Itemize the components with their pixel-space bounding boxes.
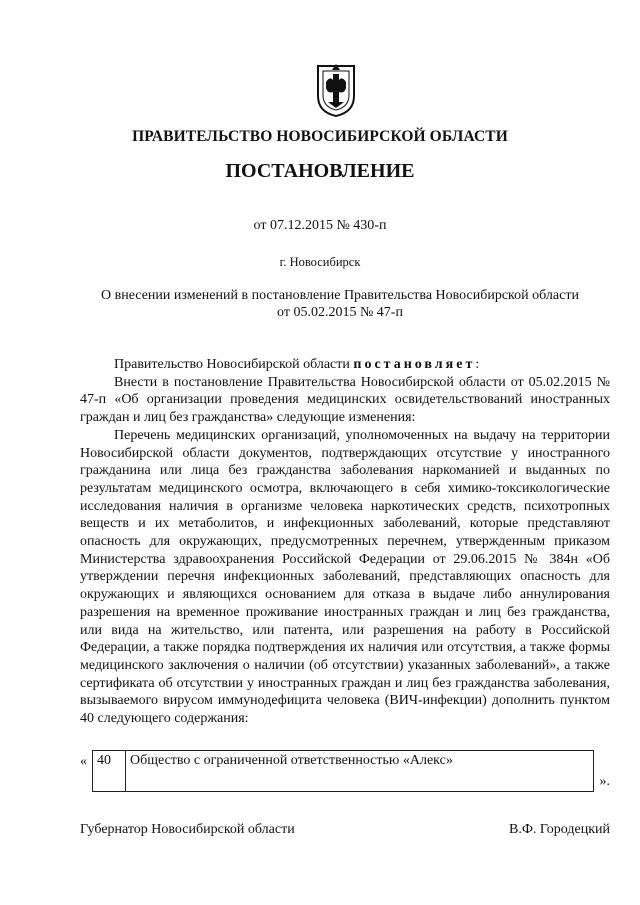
resolution-intro-text: Правительство Новосибирской области bbox=[114, 357, 354, 372]
resolution-keyword: постановляет bbox=[353, 357, 476, 372]
close-quote: ». bbox=[599, 774, 610, 789]
document-type-title: ПОСТАНОВЛЕНИЕ bbox=[225, 160, 415, 182]
signatory-name: В.Ф. Городецкий bbox=[509, 822, 610, 837]
resolution-intro-colon: : bbox=[475, 357, 480, 372]
coat-of-arms-emblem-icon bbox=[314, 62, 358, 118]
open-quote: « bbox=[80, 754, 87, 769]
inserted-item-table bbox=[92, 750, 594, 792]
paragraph-list-change: Перечень медицинских организаций, уполномоченных на выдачу на территории Новосибирской области документов, подтверждающих отсутствие у иностранного гражданина или лица без гражданства заболевания наркоманией и выданных по результатам медицинского осмотра, включающего в себя химико-токсикологические исследования наличия в организме человека наркотических средств, психотропных веществ и их метаболитов, и инфекционных заболеваний, которые представляют опасность для окружающих, предусмотренных перечнем, утвержденным приказом Министерства здравоохранения Российской Федерации от 29.06.2015 № 384н «Об утверждении перечня инфекционных заболеваний, представляющих опасность для окружающих и являющихся основанием для отказа в выдаче либо аннулирования разрешения на временное проживание иностранных граждан и лиц без гражданства, или вида на жительство, или патента, или разрешения на работу в Российской Федерации, а также порядка подтверждения их наличия или отсутствия, а также формы медицинского заключения о наличии (об отсутствии) указанных заболеваний», а также сертификата об отсутствии у иностранных граждан и лиц без гражданства заболевания, вызываемого вирусом иммунодефицита человека (ВИЧ-инфекции) дополнить пунктом 40 следующего содержания: bbox=[80, 427, 610, 727]
table-row bbox=[93, 751, 594, 792]
signatory-position: Губернатор Новосибирской области bbox=[80, 822, 295, 837]
organization-title: ПРАВИТЕЛЬСТВО НОВОСИБИРСКОЙ ОБЛАСТИ bbox=[132, 128, 508, 145]
resolution-intro bbox=[80, 356, 610, 374]
document-body bbox=[80, 356, 610, 728]
document-subject bbox=[80, 287, 600, 321]
document-date-number: от 07.12.2015 № 430-п bbox=[253, 218, 387, 233]
subject-line-2: от 05.02.2015 № 47-п bbox=[277, 305, 403, 320]
inserted-item-block bbox=[80, 750, 610, 790]
document-city: г. Новосибирск bbox=[279, 255, 361, 269]
item-number-cell: 40 bbox=[93, 751, 126, 792]
item-name-cell: Общество с ограниченной ответственностью «Алекс» bbox=[126, 751, 594, 792]
subject-line-1: О внесении изменений в постановление Правительства Новосибирской области bbox=[101, 288, 579, 303]
paragraph-amendment: Внести в постановление Правительства Новосибирской области от 05.02.2015 № 47-п «Об организации проведения медицинских освидетельствований иностранных граждан и лиц без гражданства» следующие изменения: bbox=[80, 374, 610, 426]
